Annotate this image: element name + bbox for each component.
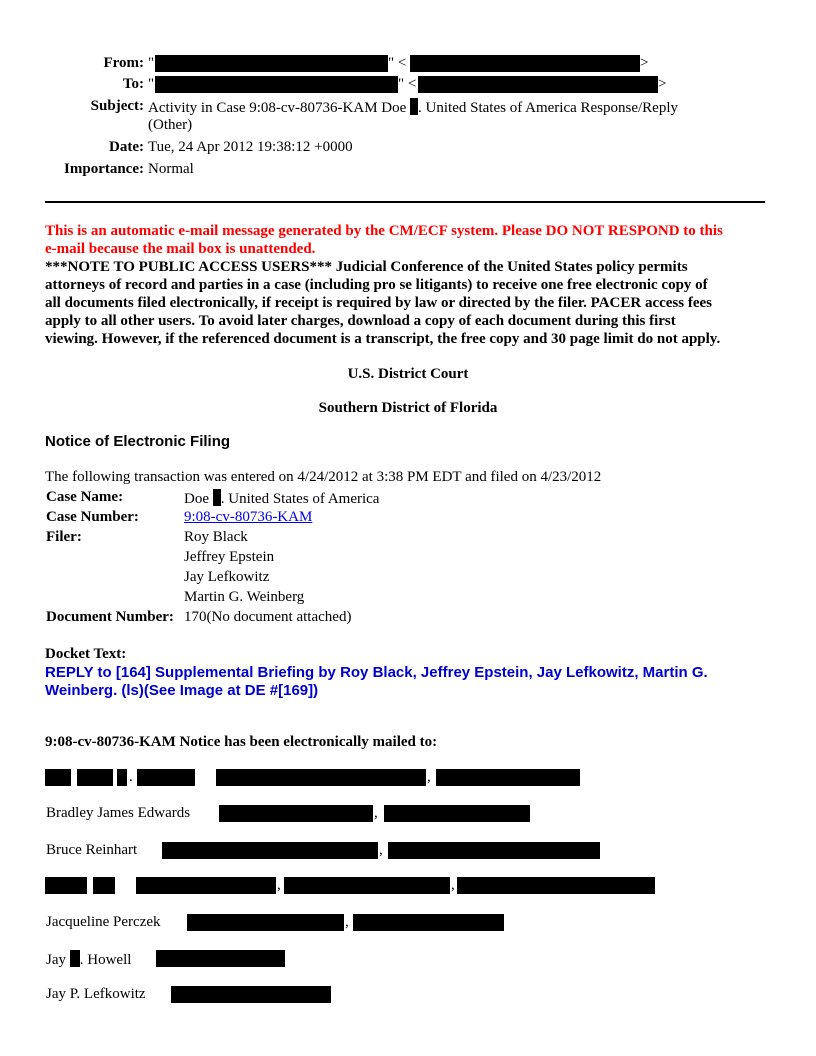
doc-number-label: Document Number: (46, 609, 174, 625)
redacted-recipient-3-email-2 (284, 877, 450, 894)
filer-2: Jeffrey Epstein (184, 549, 275, 565)
from-mid: " < (388, 55, 407, 71)
case-name-a: Doe (184, 491, 209, 507)
public-note-line-3: all documents filed electronically, if receipt is required by law or directed by the filer. PACER access fees (45, 295, 712, 311)
transaction-intro: The following transaction was entered on 4/24/2012 at 3:38 PM EDT and filed on 4/23/2012 (45, 469, 602, 485)
subject-text-a: Activity in Case 9:08-cv-80736-KAM Doe (148, 100, 407, 116)
recipient-0-dot: . (129, 769, 133, 785)
from-end: > (640, 55, 649, 71)
redacted-recipient-5-email (156, 950, 285, 967)
to-value (148, 76, 154, 93)
public-note-line-4: apply to all other users. To avoid later charges, download a copy of each document during this first (45, 313, 676, 329)
court-name: U.S. District Court (347, 366, 469, 382)
redacted-recipient-0-c (117, 769, 127, 786)
recipient-3-comma-1: , (277, 877, 281, 893)
redacted-to-name (155, 76, 398, 93)
redacted-recipient-2-email-2 (388, 842, 600, 859)
to-quote-open: " (148, 76, 155, 92)
redacted-recipient-6-email (171, 986, 331, 1003)
mailed-heading: 9:08-cv-80736-KAM Notice has been electronically mailed to: (45, 734, 438, 750)
redacted-recipient-3-email-3 (457, 877, 655, 894)
recipient-1-name: Bradley James Edwards (46, 805, 191, 821)
redacted-recipient-1-email-2 (384, 805, 530, 822)
redacted-recipient-5-initial (70, 950, 80, 967)
subject-line1 (148, 98, 678, 117)
case-name-b: . United States of America (220, 491, 380, 507)
filer-3: Jay Lefkowitz (184, 569, 270, 585)
redacted-recipient-3-a (45, 877, 87, 894)
warning-line-1: This is an automatic e-mail message generated by the CM/ECF system. Please DO NOT RESPOND to this (45, 223, 723, 239)
recipient-2-name: Bruce Reinhart (46, 842, 138, 858)
redacted-recipient-0-email-2 (436, 769, 580, 786)
nef-title: Notice of Electronic Filing (45, 433, 231, 450)
docket-line-1: REPLY to [164] Supplemental Briefing by Roy Black, Jeffrey Epstein, Jay Lefkowitz, Martin G. (45, 664, 708, 681)
importance-label: Importance: (64, 161, 144, 177)
subject-label: Subject: (90, 98, 144, 114)
redacted-recipient-0-d (137, 769, 195, 786)
case-name-value (184, 489, 379, 508)
redacted-recipient-4-email-2 (353, 914, 504, 931)
recipient-4-name: Jacqueline Perczek (46, 914, 161, 930)
from-value (148, 55, 154, 72)
recipient-1-comma: , (374, 805, 378, 821)
importance-value: Normal (148, 161, 194, 177)
to-label: To: (122, 76, 144, 92)
recipient-3-comma-2: , (451, 877, 455, 893)
docket-line-2: Weinberg. (ls)(See Image at DE #[169]) (45, 682, 319, 699)
redacted-subject (410, 98, 418, 115)
recipient-5-name-b: . Howell (79, 952, 132, 968)
case-name-label: Case Name: (46, 489, 124, 505)
redacted-to-email (418, 76, 658, 93)
subject-text-b: . United States of America Response/Reply (418, 100, 678, 116)
redacted-recipient-0-b (77, 769, 113, 786)
warning-line-2: e-mail because the mail box is unattended. (45, 241, 316, 257)
redacted-recipient-3-b (93, 877, 115, 894)
header-divider (45, 201, 765, 203)
redacted-from-name (155, 55, 388, 72)
public-note-line-5: viewing. However, if the referenced document is a transcript, the free copy and 30 page limit do not apply. (45, 331, 721, 347)
filer-4: Martin G. Weinberg (184, 589, 305, 605)
court-district: Southern District of Florida (318, 400, 498, 416)
recipient-5-name (46, 950, 131, 969)
filer-1: Roy Black (184, 529, 248, 545)
date-value: Tue, 24 Apr 2012 19:38:12 +0000 (148, 139, 353, 155)
redacted-recipient-3-email-1 (136, 877, 276, 894)
recipient-0-comma: , (427, 769, 431, 785)
from-label: From: (103, 55, 144, 71)
redacted-recipient-0-a (45, 769, 71, 786)
public-note-line-1: ***NOTE TO PUBLIC ACCESS USERS*** Judicial Conference of the United States policy permits (45, 259, 688, 275)
recipient-6-name: Jay P. Lefkowitz (46, 986, 146, 1002)
recipient-5-name-a: Jay (46, 952, 66, 968)
redacted-case-name (213, 489, 221, 506)
case-number-label: Case Number: (46, 509, 139, 525)
redacted-recipient-4-email-1 (187, 914, 344, 931)
to-mid: " < (398, 76, 417, 92)
from-quote-open: " (148, 55, 155, 71)
date-label: Date: (109, 139, 144, 155)
subject-line2: (Other) (148, 117, 193, 133)
case-number-link[interactable]: 9:08-cv-80736-KAM (184, 509, 313, 525)
redacted-from-email (410, 55, 640, 72)
to-end: > (658, 76, 667, 92)
public-note-line-2: attorneys of record and parties in a case (including pro se litigants) to receive one free electronic copy of (45, 277, 708, 293)
doc-number-value: 170(No document attached) (184, 609, 352, 625)
redacted-recipient-0-email-1 (216, 769, 426, 786)
docket-label: Docket Text: (45, 646, 127, 662)
recipient-2-comma: , (379, 842, 383, 858)
filer-label: Filer: (46, 529, 82, 545)
redacted-recipient-2-email-1 (162, 842, 378, 859)
redacted-recipient-1-email-1 (219, 805, 373, 822)
recipient-4-comma: , (345, 914, 349, 930)
